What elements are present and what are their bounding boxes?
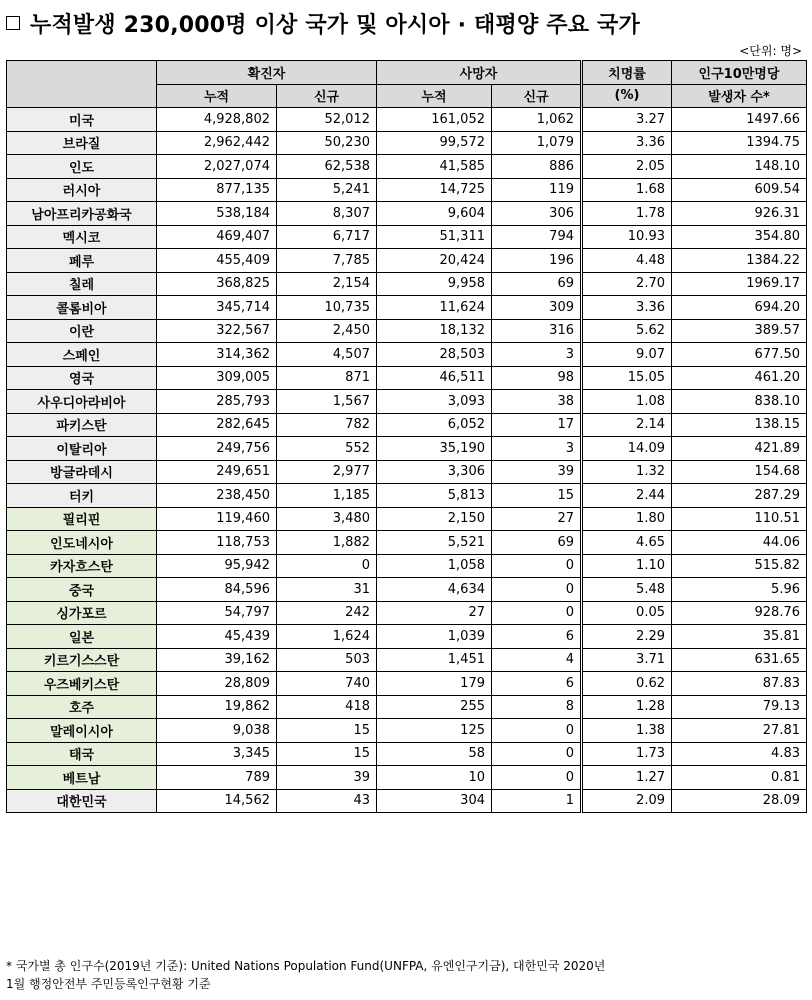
cell-fatality-rate: 10.93 xyxy=(582,225,672,249)
cell-deaths-new: 0 xyxy=(492,578,582,602)
header-country xyxy=(7,61,157,108)
cell-fatality-rate: 2.70 xyxy=(582,272,672,296)
header-per100k-bottom: 발생자 수* xyxy=(672,84,807,108)
checkbox-icon xyxy=(6,16,20,30)
cell-country: 싱가포르 xyxy=(7,601,157,625)
cell-per100k: 928.76 xyxy=(672,601,807,625)
cell-deaths-new: 98 xyxy=(492,366,582,390)
cell-country: 필리핀 xyxy=(7,507,157,531)
cell-fatality-rate: 2.29 xyxy=(582,625,672,649)
cell-per100k: 354.80 xyxy=(672,225,807,249)
table-row xyxy=(7,202,807,226)
cell-confirmed-cum: 877,135 xyxy=(157,178,277,202)
cell-confirmed-new: 15 xyxy=(277,719,377,743)
cell-per100k: 110.51 xyxy=(672,507,807,531)
cell-confirmed-new: 552 xyxy=(277,437,377,461)
cell-confirmed-cum: 95,942 xyxy=(157,554,277,578)
cell-fatality-rate: 0.05 xyxy=(582,601,672,625)
cell-deaths-new: 0 xyxy=(492,554,582,578)
cell-confirmed-new: 15 xyxy=(277,742,377,766)
cell-country: 카자흐스탄 xyxy=(7,554,157,578)
cell-confirmed-cum: 45,439 xyxy=(157,625,277,649)
cell-confirmed-new: 6,717 xyxy=(277,225,377,249)
cell-deaths-cum: 4,634 xyxy=(377,578,492,602)
cell-fatality-rate: 1.38 xyxy=(582,719,672,743)
table-row xyxy=(7,789,807,813)
cell-deaths-new: 794 xyxy=(492,225,582,249)
cell-fatality-rate: 0.62 xyxy=(582,672,672,696)
footnote-line-2: 1월 행정안전부 주민등록인구현황 기준 xyxy=(6,977,211,991)
cell-fatality-rate: 1.73 xyxy=(582,742,672,766)
cell-country: 페루 xyxy=(7,249,157,273)
cell-per100k: 926.31 xyxy=(672,202,807,226)
cell-confirmed-new: 1,882 xyxy=(277,531,377,555)
cell-confirmed-cum: 345,714 xyxy=(157,296,277,320)
cell-confirmed-new: 871 xyxy=(277,366,377,390)
cell-confirmed-cum: 322,567 xyxy=(157,319,277,343)
cell-country: 우즈베키스탄 xyxy=(7,672,157,696)
cell-deaths-cum: 51,311 xyxy=(377,225,492,249)
cell-per100k: 1394.75 xyxy=(672,131,807,155)
cell-deaths-new: 316 xyxy=(492,319,582,343)
cell-fatality-rate: 2.44 xyxy=(582,484,672,508)
cell-deaths-cum: 14,725 xyxy=(377,178,492,202)
cell-country: 멕시코 xyxy=(7,225,157,249)
cell-confirmed-new: 1,185 xyxy=(277,484,377,508)
cell-fatality-rate: 3.36 xyxy=(582,296,672,320)
cell-fatality-rate: 3.71 xyxy=(582,648,672,672)
cell-deaths-new: 0 xyxy=(492,719,582,743)
cell-deaths-new: 0 xyxy=(492,601,582,625)
cell-deaths-cum: 3,306 xyxy=(377,460,492,484)
table-row xyxy=(7,601,807,625)
cell-per100k: 5.96 xyxy=(672,578,807,602)
cell-confirmed-cum: 39,162 xyxy=(157,648,277,672)
cell-fatality-rate: 1.28 xyxy=(582,695,672,719)
cell-per100k: 87.83 xyxy=(672,672,807,696)
header-confirmed-cum: 누적 xyxy=(157,84,277,108)
table-row xyxy=(7,249,807,273)
cell-per100k: 1384.22 xyxy=(672,249,807,273)
cell-per100k: 389.57 xyxy=(672,319,807,343)
table-row xyxy=(7,343,807,367)
table-row xyxy=(7,742,807,766)
title-row xyxy=(6,6,640,40)
cell-deaths-cum: 99,572 xyxy=(377,131,492,155)
table-row xyxy=(7,319,807,343)
cell-deaths-cum: 35,190 xyxy=(377,437,492,461)
cell-deaths-new: 4 xyxy=(492,648,582,672)
cell-per100k: 44.06 xyxy=(672,531,807,555)
cell-per100k: 148.10 xyxy=(672,155,807,179)
cell-fatality-rate: 1.80 xyxy=(582,507,672,531)
cell-per100k: 287.29 xyxy=(672,484,807,508)
cell-country: 스페인 xyxy=(7,343,157,367)
cell-deaths-new: 3 xyxy=(492,437,582,461)
cell-country: 태국 xyxy=(7,742,157,766)
cell-confirmed-cum: 9,038 xyxy=(157,719,277,743)
header-deaths-cum: 누적 xyxy=(377,84,492,108)
cell-deaths-cum: 125 xyxy=(377,719,492,743)
table-row xyxy=(7,554,807,578)
table-row xyxy=(7,390,807,414)
cell-deaths-cum: 10 xyxy=(377,766,492,790)
table-row xyxy=(7,413,807,437)
cell-deaths-new: 6 xyxy=(492,672,582,696)
cell-deaths-cum: 46,511 xyxy=(377,366,492,390)
table-row xyxy=(7,178,807,202)
header-confirmed: 확진자 xyxy=(157,61,377,85)
cell-country: 러시아 xyxy=(7,178,157,202)
cell-country: 터키 xyxy=(7,484,157,508)
table-row xyxy=(7,531,807,555)
cell-fatality-rate: 1.27 xyxy=(582,766,672,790)
cell-confirmed-new: 7,785 xyxy=(277,249,377,273)
header-confirmed-new: 신규 xyxy=(277,84,377,108)
table-row xyxy=(7,484,807,508)
cell-deaths-cum: 11,624 xyxy=(377,296,492,320)
cell-fatality-rate: 1.32 xyxy=(582,460,672,484)
cell-per100k: 677.50 xyxy=(672,343,807,367)
header-deaths-new: 신규 xyxy=(492,84,582,108)
cell-deaths-new: 119 xyxy=(492,178,582,202)
cell-deaths-cum: 58 xyxy=(377,742,492,766)
cell-country: 키르기스스탄 xyxy=(7,648,157,672)
cell-fatality-rate: 1.68 xyxy=(582,178,672,202)
cell-deaths-new: 69 xyxy=(492,272,582,296)
unit-label: <단위: 명> xyxy=(739,44,802,58)
cell-confirmed-cum: 282,645 xyxy=(157,413,277,437)
cell-per100k: 0.81 xyxy=(672,766,807,790)
footnote-line-1: * 국가별 총 인구수(2019년 기준): United Nations Population Fund(UNFPA, 유엔인구기금), 대한민국 2020년 xyxy=(6,959,606,973)
table-row xyxy=(7,625,807,649)
cell-fatality-rate: 5.62 xyxy=(582,319,672,343)
cell-fatality-rate: 15.05 xyxy=(582,366,672,390)
cell-deaths-new: 38 xyxy=(492,390,582,414)
cell-confirmed-new: 242 xyxy=(277,601,377,625)
cell-fatality-rate: 5.48 xyxy=(582,578,672,602)
cell-fatality-rate: 4.65 xyxy=(582,531,672,555)
cell-deaths-new: 196 xyxy=(492,249,582,273)
cell-deaths-cum: 3,093 xyxy=(377,390,492,414)
cell-fatality-rate: 2.05 xyxy=(582,155,672,179)
cell-deaths-new: 886 xyxy=(492,155,582,179)
cell-confirmed-cum: 2,962,442 xyxy=(157,131,277,155)
header-deaths: 사망자 xyxy=(377,61,582,85)
cell-confirmed-new: 8,307 xyxy=(277,202,377,226)
cell-fatality-rate: 3.36 xyxy=(582,131,672,155)
cell-country: 미국 xyxy=(7,108,157,132)
cell-confirmed-cum: 249,756 xyxy=(157,437,277,461)
cell-confirmed-cum: 54,797 xyxy=(157,601,277,625)
cell-country: 호주 xyxy=(7,695,157,719)
cell-country: 사우디아라비아 xyxy=(7,390,157,414)
cell-country: 이란 xyxy=(7,319,157,343)
table-row xyxy=(7,131,807,155)
cell-per100k: 609.54 xyxy=(672,178,807,202)
cell-per100k: 1497.66 xyxy=(672,108,807,132)
cell-fatality-rate: 1.10 xyxy=(582,554,672,578)
cell-confirmed-new: 418 xyxy=(277,695,377,719)
cell-confirmed-cum: 314,362 xyxy=(157,343,277,367)
cell-confirmed-cum: 368,825 xyxy=(157,272,277,296)
cell-deaths-new: 8 xyxy=(492,695,582,719)
cell-country: 브라질 xyxy=(7,131,157,155)
table-row xyxy=(7,578,807,602)
cell-country: 방글라데시 xyxy=(7,460,157,484)
cell-confirmed-cum: 789 xyxy=(157,766,277,790)
cell-confirmed-new: 43 xyxy=(277,789,377,813)
cell-confirmed-cum: 538,184 xyxy=(157,202,277,226)
cell-country: 이탈리아 xyxy=(7,437,157,461)
cell-deaths-new: 3 xyxy=(492,343,582,367)
cell-country: 인도네시아 xyxy=(7,531,157,555)
header-fatality-bottom: (%) xyxy=(582,84,672,108)
cell-confirmed-new: 5,241 xyxy=(277,178,377,202)
cell-confirmed-cum: 2,027,074 xyxy=(157,155,277,179)
cell-confirmed-cum: 119,460 xyxy=(157,507,277,531)
cell-deaths-cum: 255 xyxy=(377,695,492,719)
cell-deaths-cum: 304 xyxy=(377,789,492,813)
cell-confirmed-cum: 3,345 xyxy=(157,742,277,766)
cell-per100k: 461.20 xyxy=(672,366,807,390)
cell-country: 칠레 xyxy=(7,272,157,296)
cell-deaths-cum: 5,521 xyxy=(377,531,492,555)
cell-deaths-new: 1,062 xyxy=(492,108,582,132)
cell-deaths-cum: 27 xyxy=(377,601,492,625)
table-row xyxy=(7,366,807,390)
cell-deaths-cum: 179 xyxy=(377,672,492,696)
table-row xyxy=(7,507,807,531)
cell-country: 대한민국 xyxy=(7,789,157,813)
cell-fatality-rate: 4.48 xyxy=(582,249,672,273)
cell-confirmed-new: 2,450 xyxy=(277,319,377,343)
cell-confirmed-new: 50,230 xyxy=(277,131,377,155)
cell-confirmed-new: 2,154 xyxy=(277,272,377,296)
cell-deaths-cum: 2,150 xyxy=(377,507,492,531)
cell-confirmed-cum: 455,409 xyxy=(157,249,277,273)
cell-confirmed-new: 503 xyxy=(277,648,377,672)
cell-confirmed-cum: 4,928,802 xyxy=(157,108,277,132)
cell-confirmed-cum: 285,793 xyxy=(157,390,277,414)
table-body xyxy=(7,108,807,813)
covid-table xyxy=(6,60,807,813)
cell-deaths-new: 69 xyxy=(492,531,582,555)
cell-fatality-rate: 1.08 xyxy=(582,390,672,414)
cell-confirmed-new: 0 xyxy=(277,554,377,578)
table-row xyxy=(7,108,807,132)
cell-deaths-cum: 28,503 xyxy=(377,343,492,367)
table-row xyxy=(7,695,807,719)
cell-country: 파키스탄 xyxy=(7,413,157,437)
cell-fatality-rate: 3.27 xyxy=(582,108,672,132)
cell-deaths-new: 0 xyxy=(492,742,582,766)
cell-per100k: 35.81 xyxy=(672,625,807,649)
cell-confirmed-cum: 14,562 xyxy=(157,789,277,813)
cell-per100k: 28.09 xyxy=(672,789,807,813)
cell-deaths-new: 6 xyxy=(492,625,582,649)
cell-deaths-cum: 5,813 xyxy=(377,484,492,508)
cell-deaths-new: 309 xyxy=(492,296,582,320)
table-row xyxy=(7,766,807,790)
cell-confirmed-cum: 469,407 xyxy=(157,225,277,249)
cell-deaths-cum: 20,424 xyxy=(377,249,492,273)
cell-per100k: 154.68 xyxy=(672,460,807,484)
cell-deaths-new: 15 xyxy=(492,484,582,508)
cell-deaths-new: 306 xyxy=(492,202,582,226)
cell-confirmed-cum: 28,809 xyxy=(157,672,277,696)
cell-confirmed-cum: 84,596 xyxy=(157,578,277,602)
cell-per100k: 421.89 xyxy=(672,437,807,461)
cell-deaths-new: 27 xyxy=(492,507,582,531)
cell-country: 말레이시아 xyxy=(7,719,157,743)
table-row xyxy=(7,296,807,320)
table-row xyxy=(7,225,807,249)
cell-confirmed-new: 31 xyxy=(277,578,377,602)
cell-fatality-rate: 14.09 xyxy=(582,437,672,461)
cell-country: 일본 xyxy=(7,625,157,649)
cell-per100k: 694.20 xyxy=(672,296,807,320)
table-row xyxy=(7,672,807,696)
cell-deaths-cum: 6,052 xyxy=(377,413,492,437)
cell-deaths-new: 1 xyxy=(492,789,582,813)
cell-country: 중국 xyxy=(7,578,157,602)
cell-per100k: 515.82 xyxy=(672,554,807,578)
cell-per100k: 27.81 xyxy=(672,719,807,743)
cell-fatality-rate: 1.78 xyxy=(582,202,672,226)
table-row xyxy=(7,437,807,461)
cell-confirmed-new: 10,735 xyxy=(277,296,377,320)
cell-deaths-cum: 9,604 xyxy=(377,202,492,226)
cell-fatality-rate: 9.07 xyxy=(582,343,672,367)
cell-confirmed-new: 1,567 xyxy=(277,390,377,414)
cell-confirmed-new: 782 xyxy=(277,413,377,437)
table-row xyxy=(7,272,807,296)
cell-deaths-cum: 1,058 xyxy=(377,554,492,578)
cell-deaths-new: 17 xyxy=(492,413,582,437)
cell-deaths-cum: 9,958 xyxy=(377,272,492,296)
cell-country: 콜롬비아 xyxy=(7,296,157,320)
cell-deaths-new: 39 xyxy=(492,460,582,484)
footnote xyxy=(6,957,808,993)
cell-country: 인도 xyxy=(7,155,157,179)
cell-deaths-cum: 18,132 xyxy=(377,319,492,343)
cell-deaths-cum: 41,585 xyxy=(377,155,492,179)
cell-confirmed-new: 740 xyxy=(277,672,377,696)
cell-confirmed-new: 3,480 xyxy=(277,507,377,531)
cell-confirmed-new: 52,012 xyxy=(277,108,377,132)
cell-confirmed-new: 2,977 xyxy=(277,460,377,484)
cell-per100k: 79.13 xyxy=(672,695,807,719)
cell-country: 베트남 xyxy=(7,766,157,790)
cell-country: 영국 xyxy=(7,366,157,390)
cell-per100k: 838.10 xyxy=(672,390,807,414)
cell-country: 남아프리카공화국 xyxy=(7,202,157,226)
page-title: 누적발생 230,000명 이상 국가 및 아시아 · 태평양 주요 국가 xyxy=(30,12,640,38)
cell-deaths-new: 1,079 xyxy=(492,131,582,155)
table-row xyxy=(7,155,807,179)
cell-confirmed-new: 39 xyxy=(277,766,377,790)
cell-confirmed-cum: 238,450 xyxy=(157,484,277,508)
cell-per100k: 1969.17 xyxy=(672,272,807,296)
cell-deaths-new: 0 xyxy=(492,766,582,790)
cell-per100k: 4.83 xyxy=(672,742,807,766)
cell-deaths-cum: 1,039 xyxy=(377,625,492,649)
cell-per100k: 631.65 xyxy=(672,648,807,672)
table-row xyxy=(7,648,807,672)
cell-confirmed-new: 62,538 xyxy=(277,155,377,179)
cell-deaths-cum: 161,052 xyxy=(377,108,492,132)
cell-fatality-rate: 2.09 xyxy=(582,789,672,813)
cell-deaths-cum: 1,451 xyxy=(377,648,492,672)
cell-confirmed-new: 1,624 xyxy=(277,625,377,649)
table-row xyxy=(7,719,807,743)
cell-confirmed-cum: 19,862 xyxy=(157,695,277,719)
cell-confirmed-cum: 118,753 xyxy=(157,531,277,555)
header-per100k-top: 인구10만명당 xyxy=(672,61,807,85)
cell-fatality-rate: 2.14 xyxy=(582,413,672,437)
cell-confirmed-cum: 309,005 xyxy=(157,366,277,390)
header-fatality-top: 치명률 xyxy=(582,61,672,85)
table-row xyxy=(7,460,807,484)
cell-confirmed-new: 4,507 xyxy=(277,343,377,367)
cell-confirmed-cum: 249,651 xyxy=(157,460,277,484)
cell-per100k: 138.15 xyxy=(672,413,807,437)
